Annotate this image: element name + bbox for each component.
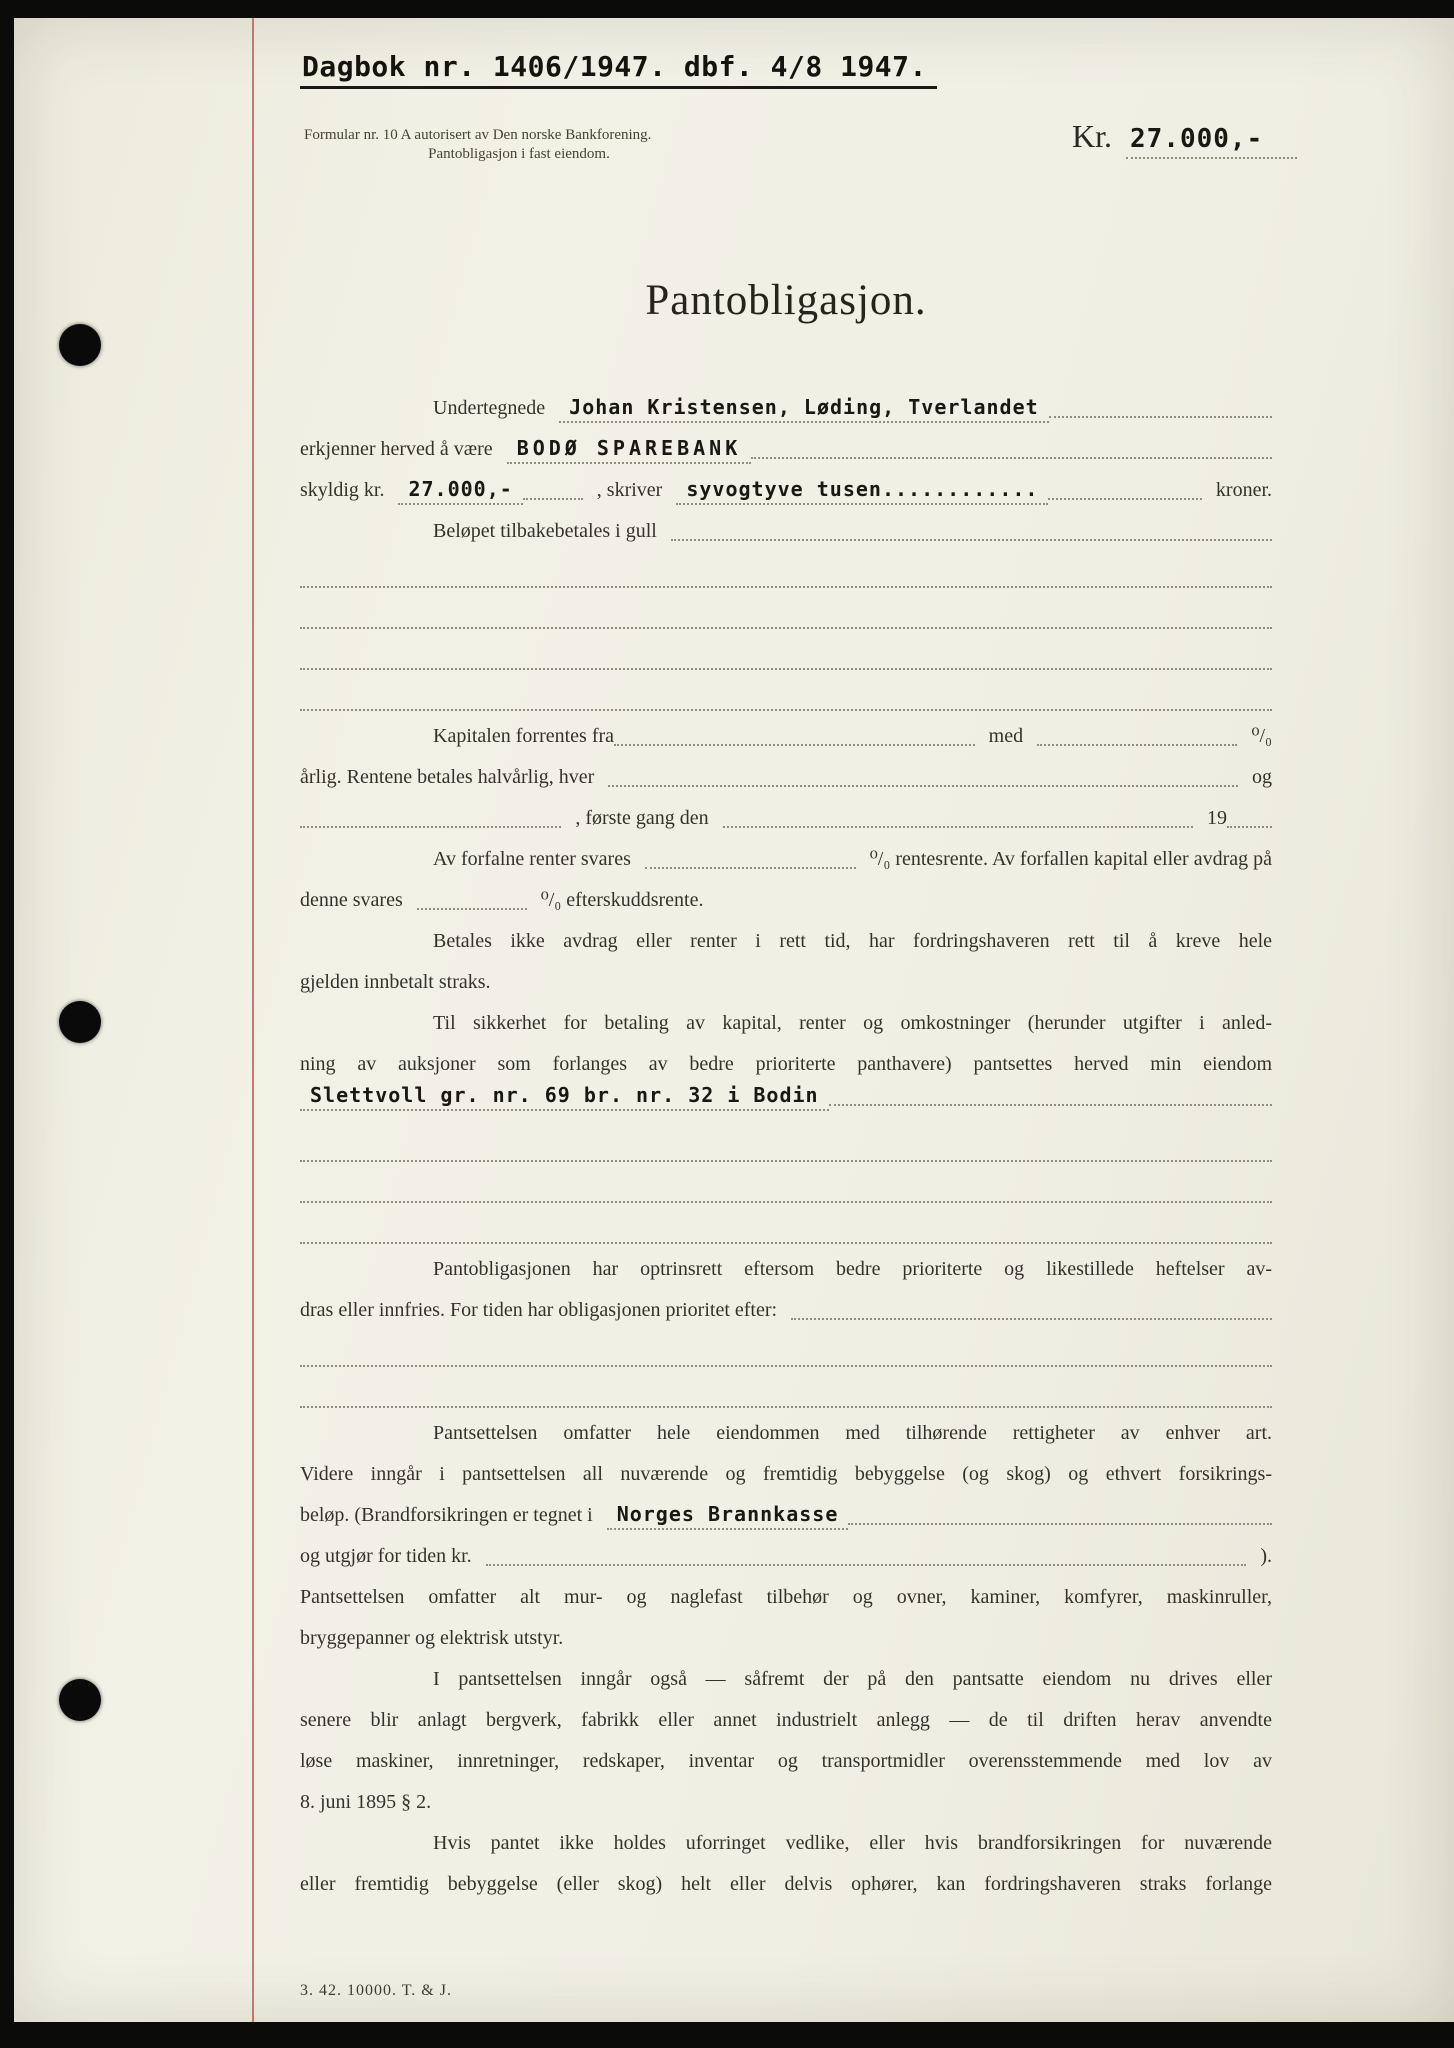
- interest-terms-line: [300, 757, 1272, 798]
- interest-with-label: med: [988, 725, 1024, 747]
- insurance-amount-line: [300, 1536, 1272, 1577]
- form-authorization-line1: Formular nr. 10 A autorisert av Den norske Bankforening.: [304, 127, 652, 143]
- blank-dotted-line: [300, 675, 1272, 711]
- property-description-value: Slettvoll gr. nr. 69 br. nr. 32 i Bodin: [300, 1085, 829, 1111]
- insurer-name-value: Norges Brannkasse: [607, 1504, 849, 1530]
- kroner-label: kroner.: [1215, 479, 1272, 501]
- dotted-rule: [300, 826, 561, 828]
- blank-dotted-line: [300, 1331, 1272, 1367]
- fixtures-clause-line2: bryggepanner og elektrisk utstyr.: [300, 1627, 564, 1649]
- priority-clause-line2: [300, 1290, 1272, 1331]
- dotted-rule: [723, 826, 1193, 828]
- overdue-pre-label: Av forfalne renter svares: [433, 848, 631, 870]
- interest-halfyear-label: årlig. Rentene betales halvårlig, hver: [300, 766, 595, 788]
- first-time-label: , første gang den: [575, 807, 709, 829]
- document-title: Pantobligasjon.: [645, 277, 927, 324]
- print-code: 3. 42. 10000. T. & J.: [300, 1982, 452, 1999]
- first-payment-line: [300, 798, 1272, 839]
- priority-clause-line1: Pantobligasjonen har optrinsrett eftersom bedre prioriterte og likestillede heftelser av-: [433, 1258, 1272, 1280]
- blank-dotted-line: [300, 1208, 1272, 1244]
- amount-currency-label: Kr.: [1072, 118, 1112, 154]
- amount-block: [1072, 118, 1297, 159]
- overdue-interest-line1: [300, 839, 1272, 880]
- blank-dotted-line: [300, 1126, 1272, 1162]
- dotted-rule: [848, 1523, 1272, 1525]
- insurance-amount-label: og utgjør for tiden kr.: [300, 1545, 472, 1567]
- dotted-rule: [791, 1318, 1272, 1320]
- form-authorization-line2: Pantobligasjon i fast eiendom.: [428, 146, 610, 162]
- interest-from-label: Kapitalen forrentes fra: [433, 725, 615, 747]
- insurance-close-paren: ).: [1260, 1545, 1272, 1567]
- undersigned-label: Undertegnede: [433, 397, 546, 419]
- dotted-rule: [829, 1104, 1272, 1106]
- journal-entry-stamp: Dagbok nr. 1406/1947. dbf. 4/8 1947.: [300, 50, 937, 89]
- blank-dotted-line: [300, 552, 1272, 588]
- priority-after-label: dras eller innfries. For tiden har obligasjonen prioritet efter:: [300, 1299, 778, 1321]
- form-authorization-note: [304, 126, 734, 164]
- document-body: [300, 388, 1272, 1905]
- overdue2-pre-label: denne svares: [300, 889, 403, 911]
- blank-dotted-line: [300, 1167, 1272, 1203]
- maintenance-clause-line2: eller fremtidig bebyggelse (eller skog) helt eller delvis ophører, kan fordringshaveren straks forlange: [300, 1873, 1272, 1895]
- undersigned-line: [300, 388, 1272, 429]
- dotted-rule: [671, 539, 1272, 541]
- dotted-rule: [1037, 744, 1237, 746]
- coverage-clause-line2: Videre inngår i pantsettelsen all nuværende og fremtidig bebyggelse (og skog) og ethvert forsikrings-: [300, 1463, 1272, 1485]
- dotted-rule: [645, 867, 856, 869]
- property-line: [300, 1085, 1272, 1126]
- industrial-clause-line1: I pantsettelsen inngår også — såfremt der på den pantsatte eiendom nu drives eller: [433, 1668, 1272, 1690]
- industrial-clause-line2: senere blir anlagt bergverk, fabrikk eller annet industrielt anlegg — de til driften herav anvendte: [300, 1709, 1272, 1731]
- red-margin-line: [252, 18, 254, 2022]
- security-clause-line1: Til sikkerhet for betaling av kapital, renter og omkostninger (herunder utgifter i anled-: [433, 1012, 1272, 1034]
- debtor-name-value: Johan Kristensen, Løding, Tverlandet: [559, 397, 1048, 423]
- dotted-rule: [1049, 416, 1272, 418]
- dotted-rule: [486, 1564, 1247, 1566]
- overdue2-post-label: ⁰/₀ efterskuddsrente.: [540, 889, 704, 911]
- dotted-rule: [417, 908, 527, 910]
- written-label: , skriver: [596, 479, 663, 501]
- dotted-rule: [614, 744, 975, 746]
- insurance-label: beløp. (Brandforsikringen er tegnet i: [300, 1504, 593, 1526]
- blank-dotted-line: [300, 1372, 1272, 1408]
- acknowledges-label: erkjenner herved å være: [300, 438, 493, 460]
- dotted-rule: [1227, 826, 1272, 828]
- document-page: [14, 18, 1454, 2022]
- dotted-rule: [751, 457, 1272, 459]
- repayment-label: Beløpet tilbakebetales i gull: [433, 520, 657, 542]
- dotted-rule: [608, 785, 1238, 787]
- insurance-line: [300, 1495, 1272, 1536]
- security-clause-line2: ning av auksjoner som forlanges av bedre prioriterte panthavere) pantsettes herved min eiendom: [300, 1053, 1272, 1075]
- dotted-rule: [523, 498, 583, 500]
- default-clause-line2: gjelden innbetalt straks.: [300, 971, 491, 993]
- amount-words-line: [300, 470, 1272, 511]
- owes-label: skyldig kr.: [300, 479, 385, 501]
- amount-words-value: syvogtyve tusen............: [676, 479, 1048, 505]
- industrial-clause-line3: løse maskiner, innretninger, redskaper, inventar og transportmidler overensstemmende med lov av: [300, 1750, 1272, 1772]
- maintenance-clause-line1: Hvis pantet ikke holdes uforringet vedlike, eller hvis brandforsikringen for nuværende: [433, 1832, 1272, 1854]
- punch-hole: [59, 324, 101, 366]
- default-clause-line1: Betales ikke avdrag eller renter i rett tid, har fordringshaveren rett til å kreve hele: [433, 930, 1272, 952]
- industrial-clause-line4: 8. juni 1895 § 2.: [300, 1791, 432, 1813]
- punch-hole: [59, 1001, 101, 1043]
- blank-dotted-line: [300, 593, 1272, 629]
- and-label: og: [1252, 766, 1272, 788]
- creditor-line: [300, 429, 1272, 470]
- overdue-interest-line2: [300, 880, 1272, 921]
- blank-dotted-line: [300, 634, 1272, 670]
- overdue-post-label: ⁰/₀ rentesrente. Av forfallen kapital eller avdrag på: [869, 848, 1272, 870]
- amount-value: 27.000,-: [1126, 126, 1297, 159]
- creditor-name-value: BODØ SPAREBANK: [507, 438, 752, 464]
- interest-rate-line: [300, 716, 1272, 757]
- amount-figures-value: 27.000,-: [398, 479, 522, 505]
- percent-sign: ⁰/₀: [1251, 725, 1272, 747]
- coverage-clause-line1: Pantsettelsen omfatter hele eiendommen med tilhørende rettigheter av enhver art.: [433, 1422, 1272, 1444]
- punch-hole: [59, 1679, 101, 1721]
- fixtures-clause-line1: Pantsettelsen omfatter alt mur- og naglefast tilbehør og ovner, kaminer, komfyrer, maskinruller,: [300, 1586, 1272, 1608]
- dotted-rule: [1048, 498, 1201, 500]
- year-prefix: 19: [1207, 807, 1227, 829]
- repayment-line: [300, 511, 1272, 552]
